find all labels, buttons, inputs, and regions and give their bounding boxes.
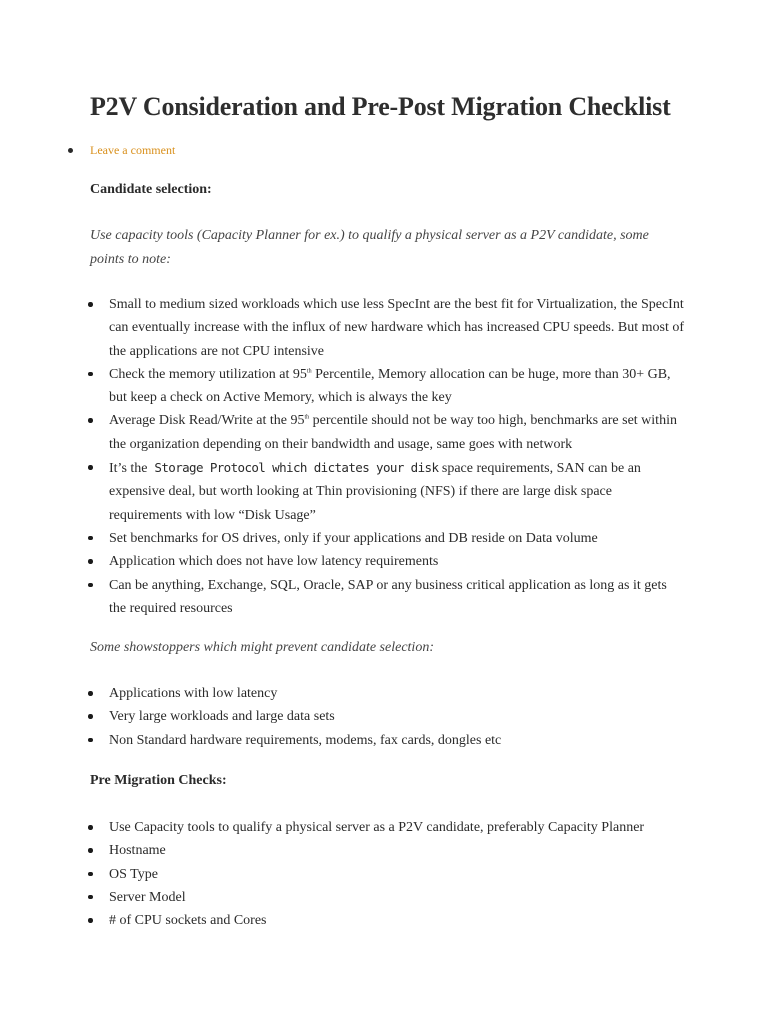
item-text: percentile should not be way too high, benchmarks are set within the organization depending on their bandwidth and usage, same goes with network [109,413,677,452]
list-item [86,456,686,527]
list-item: # of CPU sockets and Cores [86,909,686,932]
list-item: Use Capacity tools to qualify a physical server as a P2V candidate, preferably Capacity Planner [86,816,686,839]
candidate-points-list [86,293,686,620]
list-item: Non Standard hardware requirements, modems, fax cards, dongles etc [86,729,686,752]
item-text: It’s the [109,461,148,477]
item-text-mono: Storage Protocol which dictates your disk [147,460,439,476]
meta-item [68,142,175,158]
list-item: Server Model [86,886,686,909]
item-text: Average Disk Read/Write at the 95 [109,413,305,429]
item-text: Check the memory utilization at 95 [109,366,307,382]
list-item: Very large workloads and large data sets [86,705,686,728]
superscript: th [304,414,310,421]
list-item: Can be anything, Exchange, SQL, Oracle, SAP or any business critical application as long as it gets the required resources [86,574,686,621]
showstoppers-list [86,682,686,752]
pre-migration-heading: Pre Migration Checks: [90,773,227,788]
list-item: Application which does not have low latency requirements [86,550,686,573]
list-item: Small to medium sized workloads which use less SpecInt are the best fit for Virtualization, the SpecInt can eventually increase with the influx of new hardware which has increased CPU speeds. But most of the applications are not CPU intensive [86,293,686,363]
list-item: OS Type [86,863,686,886]
showstoppers-intro: Some showstoppers which might prevent candidate selection: [90,640,434,655]
leave-comment-link[interactable]: Leave a comment [90,143,176,157]
item-text: Percentile, Memory allocation can be huge, more than 30+ GB, but keep a check on Active Memory, which is always the key [109,366,671,406]
list-item: Applications with low latency [86,682,686,705]
item-text: space requirements, SAN can be an expensive deal, but worth looking at Thin provisioning (NFS) if there are large disk space requirements with low “Disk Usage” [109,461,641,523]
candidate-selection-intro: Use capacity tools (Capacity Planner for ex.) to qualify a physical server as a P2V candidate, some points to note: [90,228,649,267]
article-meta [68,142,175,158]
pre-migration-list [86,816,686,932]
superscript: th [306,368,312,375]
article-title: P2V Consideration and Pre-Post Migration Checklist [90,92,671,121]
list-item [86,363,686,410]
list-item: Set benchmarks for OS drives, only if your applications and DB reside on Data volume [86,527,686,550]
candidate-selection-heading: Candidate selection: [90,182,212,197]
list-item: Hostname [86,839,686,862]
list-item [86,409,686,456]
